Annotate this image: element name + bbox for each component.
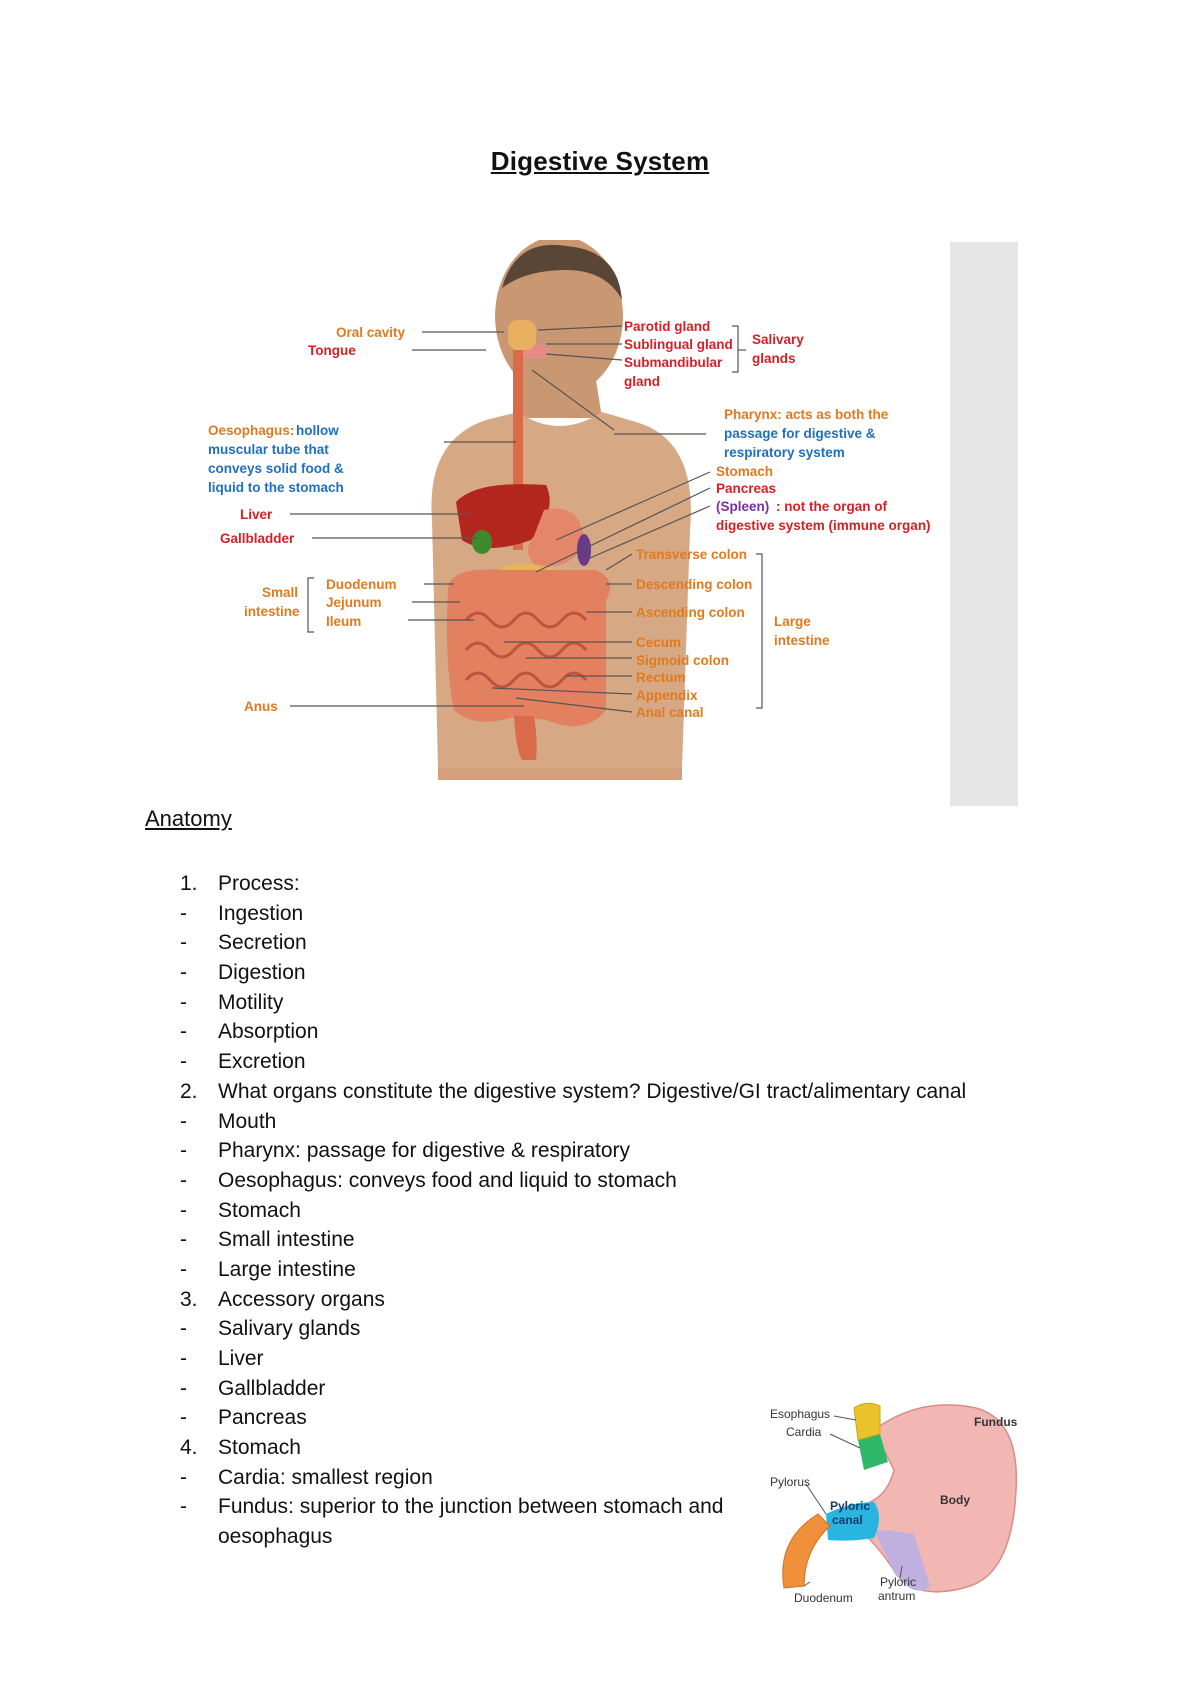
list-marker: - — [180, 931, 187, 955]
list-marker: 1. — [180, 872, 198, 895]
list-text: Mouth — [218, 1109, 277, 1133]
stomach-label-pyloric-antrum-1: Pyloric — [880, 1575, 917, 1589]
label-oesophagus-desc-4: liquid to the stomach — [208, 480, 344, 495]
label-oesophagus-desc-1: hollow — [296, 423, 339, 438]
label-transverse-colon: Transverse colon — [636, 547, 748, 562]
bullet-item — [180, 928, 1040, 958]
label-pharynx-1: Pharynx: acts as both the — [724, 407, 889, 422]
bullet-item — [180, 1196, 1040, 1226]
bullet-item — [180, 988, 1040, 1018]
stomach-label-esophagus: Esophagus — [770, 1407, 831, 1421]
list-marker: - — [180, 1020, 187, 1044]
list-text: Digestion — [218, 961, 306, 985]
digestive-system-figure — [186, 240, 1018, 806]
list-text: Pancreas — [218, 1406, 307, 1430]
label-ileum: Ileum — [326, 614, 362, 629]
list-marker: - — [180, 1198, 187, 1222]
stomach-label-cardia: Cardia — [786, 1425, 822, 1439]
bullet-item — [180, 1136, 1040, 1166]
list-text: Process: — [218, 872, 300, 895]
list-text: Salivary glands — [218, 1317, 361, 1341]
list-text: Accessory organs — [218, 1287, 385, 1311]
list-marker: - — [180, 1347, 187, 1370]
label-small-2: intestine — [244, 604, 300, 619]
label-spleen-desc-2: digestive system (immune organ) — [716, 518, 931, 533]
label-submandibular-1: Submandibular — [624, 355, 723, 370]
label-appendix: Appendix — [636, 688, 698, 703]
list-marker: - — [180, 1257, 187, 1281]
label-descending-colon: Descending colon — [636, 577, 753, 592]
label-sigmoid-colon: Sigmoid colon — [636, 653, 729, 668]
list-text: Oesophagus: conveys food and liquid to stomach — [218, 1168, 677, 1192]
list-text: Gallbladder — [218, 1376, 326, 1400]
label-anal-canal: Anal canal — [636, 705, 704, 720]
stomach-figure — [770, 1390, 1032, 1622]
bullet-item — [180, 1255, 1040, 1285]
bullet-item — [180, 1047, 1040, 1077]
label-anus: Anus — [244, 699, 278, 714]
bullet-item — [180, 1017, 1040, 1047]
label-rectum: Rectum — [636, 670, 686, 685]
label-spleen-desc-1: : not the organ of — [776, 499, 887, 514]
bullet-item — [180, 1344, 1040, 1374]
label-oesophagus: Oesophagus: — [208, 423, 295, 438]
section-heading-anatomy: Anatomy — [145, 806, 232, 831]
bullet-item — [180, 1225, 1040, 1255]
stomach-illustration — [770, 1390, 1032, 1622]
list-text: Excretion — [218, 1050, 306, 1074]
label-cecum: Cecum — [636, 635, 682, 650]
list-text: Secretion — [218, 931, 307, 955]
list-marker: - — [180, 990, 187, 1014]
label-ascending-colon: Ascending colon — [636, 605, 745, 620]
label-salivary-2: glands — [752, 351, 796, 366]
label-large-2: intestine — [774, 633, 830, 648]
list-text: Absorption — [218, 1020, 319, 1044]
bullet-item — [180, 899, 1040, 929]
list-text: Liver — [218, 1347, 264, 1370]
stomach-label-pyloric-antrum-2: antrum — [878, 1589, 916, 1603]
list-text: Small intestine — [218, 1228, 355, 1252]
list-text: Motility — [218, 990, 284, 1014]
numbered-item — [180, 1285, 1040, 1315]
list-text: Stomach — [218, 1198, 301, 1222]
list-marker: 3. — [180, 1287, 198, 1311]
list-marker: - — [180, 1376, 187, 1400]
list-text: What organs constitute the digestive system? Digestive/GI tract/alimentary canal — [218, 1079, 967, 1103]
label-spleen: (Spleen) — [716, 499, 770, 514]
label-liver: Liver — [240, 507, 273, 522]
list-text: Pharynx: passage for digestive & respiratory — [218, 1139, 631, 1163]
side-bar-decoration — [950, 242, 1018, 806]
label-oesophagus-desc-3: conveys solid food & — [208, 461, 344, 476]
stomach-label-fundus: Fundus — [974, 1415, 1018, 1429]
list-marker: - — [180, 1050, 187, 1074]
list-text: Fundus: superior to the junction between stomach and oesophagus — [218, 1495, 724, 1549]
label-pancreas: Pancreas — [716, 481, 777, 496]
label-salivary-1: Salivary — [752, 332, 804, 347]
label-submandibular-2: gland — [624, 374, 660, 389]
label-jejunum: Jejunum — [326, 595, 382, 610]
label-sublingual: Sublingual gland — [624, 337, 733, 352]
list-text: Cardia: smallest region — [218, 1465, 433, 1489]
bullet-item — [180, 1107, 1040, 1137]
spleen-shape — [577, 534, 591, 566]
list-marker: - — [180, 1317, 187, 1341]
list-marker: - — [180, 1168, 187, 1192]
bullet-item — [180, 1314, 1040, 1344]
label-tongue: Tongue — [308, 343, 356, 358]
list-marker: 2. — [180, 1079, 198, 1103]
label-parotid: Parotid gland — [624, 319, 711, 334]
list-text: Ingestion — [218, 901, 304, 925]
list-text: Large intestine — [218, 1257, 356, 1281]
stomach-label-body: Body — [940, 1493, 970, 1507]
page-title: Digestive System — [490, 146, 710, 176]
list-marker: - — [180, 901, 187, 925]
label-gallbladder: Gallbladder — [220, 531, 295, 546]
label-duodenum: Duodenum — [326, 577, 397, 592]
list-marker: - — [180, 1228, 187, 1252]
bullet-item — [180, 1166, 1040, 1196]
label-small-1: Small — [262, 585, 299, 600]
list-text: Stomach — [218, 1436, 301, 1460]
stomach-label-duodenum: Duodenum — [794, 1591, 853, 1605]
digestive-system-illustration — [186, 240, 1018, 806]
list-marker: - — [180, 1139, 187, 1163]
list-marker: - — [180, 1109, 187, 1133]
stomach-label-pylorus: Pylorus — [770, 1475, 811, 1489]
label-oral-cavity: Oral cavity — [336, 325, 406, 340]
list-marker: 4. — [180, 1436, 198, 1460]
label-large-1: Large — [774, 614, 811, 629]
label-oesophagus-desc-2: muscular tube that — [208, 442, 329, 457]
list-marker: - — [180, 1406, 187, 1430]
esophagus-shape — [854, 1403, 880, 1440]
label-pharynx-2: passage for digestive & — [724, 426, 876, 441]
label-stomach: Stomach — [716, 464, 774, 479]
list-marker: - — [180, 1465, 187, 1489]
numbered-item — [180, 1077, 1040, 1107]
label-pharynx-3: respiratory system — [724, 445, 845, 460]
gallbladder-shape — [472, 530, 492, 554]
stomach-label-pyloric-canal-2: canal — [832, 1513, 863, 1527]
list-marker: - — [180, 1495, 187, 1519]
numbered-item — [180, 869, 1040, 899]
stomach-label-pyloric-canal-1: Pyloric — [830, 1499, 871, 1513]
bullet-item — [180, 958, 1040, 988]
list-marker: - — [180, 961, 187, 985]
